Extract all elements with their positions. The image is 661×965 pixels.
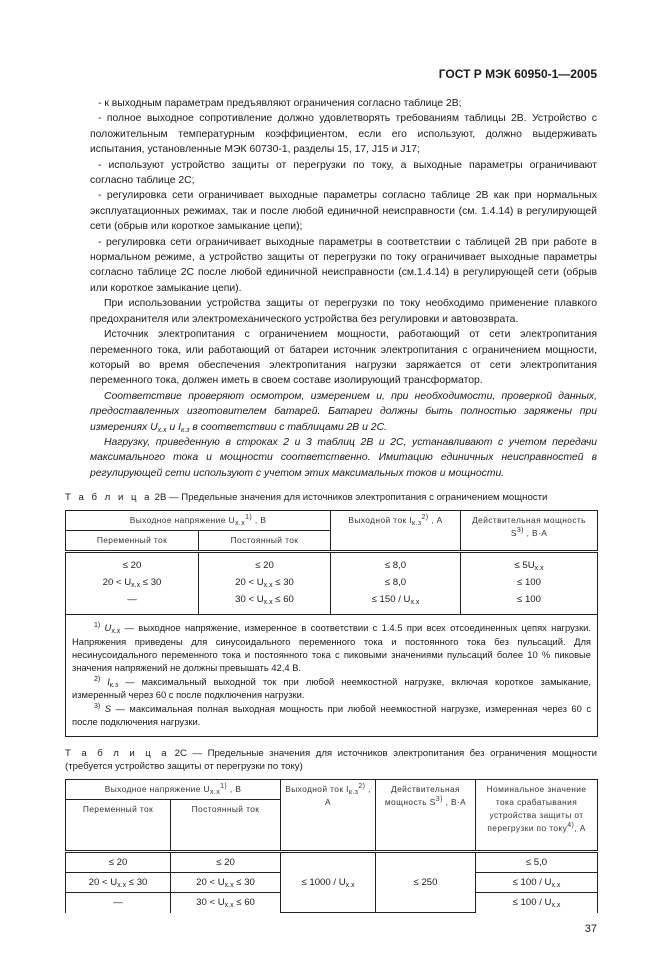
header-voltage: Выходное напряжение $U_{х.х}^{1)}$ , В [66,511,331,531]
table-row [66,591,598,615]
cell: ≤ 100 [461,574,598,591]
subscript: х.х [157,426,167,434]
list-item: - полное выходное сопротивление должно удовлетворять требованиям таблицы 2B. Устройство с положительным температурным коэффициентом, если его используют, должно выдерживать испытания, установленные МЭК 60730-1, разделы 15, 17, J15 и J17; [90,113,597,156]
cell: $20 < U_{х.х} \le 30$ [66,574,199,591]
cell: ≤ 20 [199,552,331,575]
header-power: Действительная мощность $S^{3)}$ , В·А [461,511,598,552]
cell: ≤ 8,0 [331,574,461,591]
cell: — [66,893,171,913]
cell: ≤ 5,0 [476,852,598,873]
header-dc: Постоянный ток [171,800,281,852]
caption-title: 2C — Предельные значения для источников электропитания без ограничения мощности (требуется устройство защиты от перегрузки по току) [65,748,597,773]
cell: $30 < U_{х.х} \le 60$ [171,893,281,913]
table-2b [65,510,598,737]
cell: ≤ 8,0 [331,552,461,575]
cell: ≤ $5U_{х.х}$ [461,552,598,575]
cell: ≤ $100 / U_{х.х}$ [476,893,598,913]
table-row [66,852,598,873]
header-current: Выходной ток $I_{к.з}^{2)}$ , А [331,511,461,552]
body-text [90,96,597,481]
list-item: - регулировка сети ограничивает выходные параметры согласно таблице 2B как при нормальных эксплуатационных режимах, так и после любой единичной неисправности (см. 1.4.14) в регулирующей сети (обрыв или короткое замыкание цепи); [90,190,597,233]
cell: $20 < U_{х.х} \le 30$ [171,873,281,893]
cell: ≤ 100 [461,591,598,615]
table-row [66,574,598,591]
page-number: 37 [584,923,597,936]
symbol: U [150,421,158,433]
caption-label: Т а б л и ц а [65,748,170,760]
cell-current: ≤ $1000 / U_{х.х}$ [281,852,376,913]
header-dc: Постоянный ток [199,531,331,552]
cell: ≤ 20 [66,852,171,873]
header-ac: Переменный ток [66,800,171,852]
subscript: к.з [181,426,190,434]
cell: $20 < U_{х.х} \le 30$ [66,873,171,893]
table-2b-caption [65,491,597,504]
compliance-paragraph [90,389,597,435]
header-ac: Переменный ток [66,531,199,552]
table-row [66,552,598,575]
cell: ≤ 20 [171,852,281,873]
cell: $20 < U_{х.х} \le 30$ [199,574,331,591]
cell: ≤ 20 [66,552,199,575]
cell: — [66,591,199,615]
paragraph: Источник электропитания с ограничением мощности, работающий от сети электропитания переменного тока, или работающий от батареи источник электропитания с ограничением мощности, который во время обеспечения электропитания нагрузки заряжается от сети электропитания переменного тока, должен иметь в своем составе изолирующий трансформатор. [90,329,597,387]
list-item: - регулировка сети ограничивает выходные параметры в соответствии с таблицей 2B при работе в нормальном режиме, а устройство защиты от перегрузки по току ограничивает выходные параметры согласно таблице 2C после любой единичной неисправности (см.1.4.14) в регулирующей сети (обрыв или короткое замыкание цепи). [90,236,597,294]
caption-label: Т а б л и ц а [65,492,152,504]
cell: ≤ $100 / U_{х.х}$ [476,873,598,893]
header-voltage: Выходное напряжение $U_{х.х}^{1)}$ , В [66,780,281,800]
table-2c-caption [65,747,597,773]
footnote: $^{1)}$ $U_{х.х}$ — выходное напряжение, измеренное в соответствии с 1.4.5 при всех отсоединенных цепях нагрузки. Напряжения приведены для синусоидального переменного тока и постоянного тока без пульсаций. Для несинусоидального переменного тока и постоянного тока с пиковыми значениями пульсаций более 10 % пиковые значения напряжений не должны превышать 42,4 В. [72,622,592,674]
caption-title: 2B — Предельные значения для источников электропитания с ограничением мощности [151,492,548,504]
table-footnotes [66,615,598,737]
paragraph: При использовании устройства защиты от перегрузки по току необходимо применение плавкого предохранителя или электромеханического устройства без регулировки и автовозврата. [90,298,597,325]
cell: $30 < U_{х.х} \le 60$ [199,591,331,615]
symbol: I [178,421,182,433]
footnote: $^{2)}$ $I_{к.з}$ — максимальный выходной ток при любой неемкостной нагрузке, включая короткое замыкание, измеренный через 60 с после подключения нагрузки. [72,675,592,701]
table-2c [65,779,598,913]
text: и [166,421,179,433]
cell-power: ≤ 250 [376,852,476,913]
header-current: Выходной ток $I_{к.з}^{2)}$ , А [281,780,376,852]
text: Соответствие проверяют осмотром, измерением и, при необходимости, проверкой данных, предоставленных изготовителем батарей. Батареи должны быть полностью заряжены при измерениях [90,390,597,433]
text: в соответствии с таблицами 2B и 2C. [189,421,387,433]
load-note-paragraph: Нагрузку, приведенную в строках 2 и 3 таблиц 2B и 2C, устанавливают с учетом передачи максимального тока и мощности соответственно. Имитацию единичных неисправностей в регулирующей сети используют с учетом этих максимальных токов и мощности. [90,436,597,479]
footnote: $^{3)}$ S — максимальная полная выходная мощность при любой неемкостной нагрузке, измеренная через 60 с после подключения нагрузки. [72,702,592,727]
list-item: - к выходным параметрам предъявляют ограничения согласно таблице 2B; [98,98,462,109]
header-power: Действительная мощность $S^{3)}$ , В·А [376,780,476,852]
list-item: - используют устройство защиты от перегрузки по току, а выходные параметры ограничивают согласно таблице 2C; [90,159,597,187]
header-rated-current: Номинальное значение тока срабатывания устройства защиты от перегрузки по току$^{4)}$, А [476,780,598,852]
cell: ≤ $150 / U_{х.х}$ [331,591,461,615]
document-header: ГОСТ Р МЭК 60950-1—2005 [438,67,597,81]
